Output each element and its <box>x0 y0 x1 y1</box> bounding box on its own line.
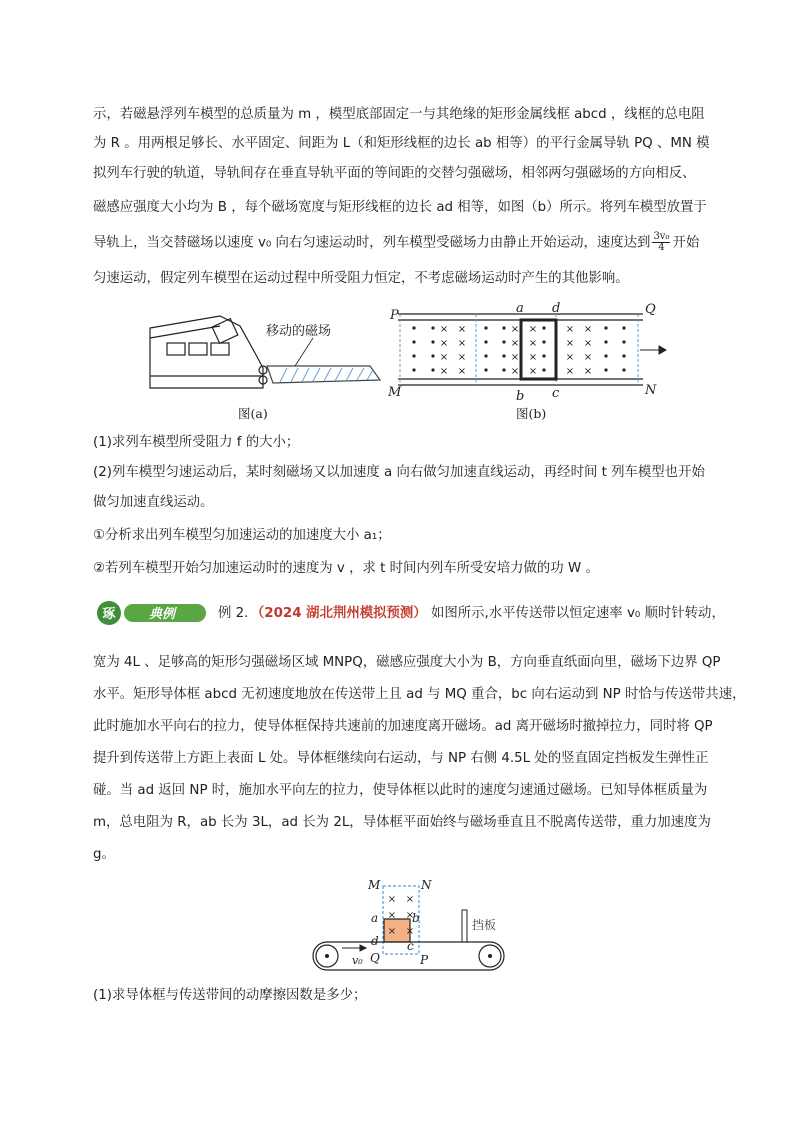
svg-text:×: × <box>528 366 538 377</box>
label-N: N <box>421 878 432 892</box>
example-title <box>218 605 725 623</box>
svg-text:×: × <box>439 338 449 349</box>
label-baffle: 挡板 <box>472 918 497 932</box>
svg-text:×: × <box>387 926 397 937</box>
label-c: c <box>552 386 560 401</box>
svg-text:×: × <box>387 894 397 905</box>
svg-text:×: × <box>565 366 575 377</box>
train-window <box>212 319 238 344</box>
label-d: d <box>552 301 561 316</box>
example-source: （2024 湖北荆州模拟预测） <box>257 606 427 621</box>
label-a: a <box>516 301 524 316</box>
svg-text:×: × <box>528 352 538 363</box>
svg-text:×: × <box>510 338 520 349</box>
velocity-arrow-icon <box>640 346 666 354</box>
field-symbols <box>412 324 625 377</box>
badge-left-text: 琢 <box>102 607 116 622</box>
text-line: m，总电阻为 R，ab 长为 3L，ad 长为 2L，导体框平面始终与磁场垂直且不脱离传送带，重力加速度为 <box>93 815 711 830</box>
question-line: (1)求列车模型所受阻力 f 的大小； <box>93 435 300 450</box>
svg-text:×: × <box>583 366 593 377</box>
label-P: P <box>390 308 399 323</box>
fraction-denominator: 4 <box>658 242 665 253</box>
svg-text:×: × <box>510 366 520 377</box>
text-line: 宽为 4L 、足够高的矩形匀强磁场区域 MNPQ，磁感应强度大小为 B，方向垂直纸面向里，磁场下边界 QP <box>93 655 721 670</box>
belt-arrow-icon <box>342 945 366 951</box>
text-line: 拟列车行驶的轨道，导轨间存在垂直导轨平面的等间距的交替匀强磁场，相邻两匀强磁场的方向相反、 <box>93 166 696 181</box>
svg-text:×: × <box>405 910 415 921</box>
figure-caption: 图(b) <box>516 406 547 421</box>
example-badge-graphic <box>96 600 208 626</box>
svg-text:×: × <box>387 910 397 921</box>
figure-caption: 图(a) <box>238 406 268 421</box>
label-d: d <box>371 934 379 948</box>
svg-text:×: × <box>583 338 593 349</box>
label-a: a <box>371 911 379 925</box>
coil-abcd <box>521 320 556 379</box>
example-title-text: 如图所示,水平传送带以恒定速率 v₀ 顺时针转动， <box>426 606 725 621</box>
question-line: (1)求导体框与传送带间的动摩擦因数是多少； <box>93 988 367 1003</box>
text-line: 匀速运动，假定列车模型在运动过程中所受阻力恒定，不考虑磁场运动时产生的其他影响。 <box>93 271 629 286</box>
svg-text:×: × <box>510 352 520 363</box>
field-in-crosses <box>440 324 592 377</box>
figure-label: 移动的磁场 <box>266 324 332 339</box>
text-span: 导轨上，当交替磁场以速度 v₀ 向右匀速运动时，列车模型受磁场力由静止开始运动，速度达到 <box>93 235 651 251</box>
train-window <box>167 343 185 355</box>
field-hatching <box>280 368 373 382</box>
svg-text:×: × <box>457 352 467 363</box>
svg-text:×: × <box>405 894 415 905</box>
label-P: P <box>420 953 429 967</box>
svg-text:×: × <box>528 338 538 349</box>
label-M: M <box>388 385 402 400</box>
svg-text:×: × <box>439 366 449 377</box>
svg-text:×: × <box>583 324 593 335</box>
svg-text:×: × <box>439 324 449 335</box>
conveyor-figure <box>310 872 510 977</box>
svg-text:×: × <box>565 352 575 363</box>
svg-text:×: × <box>565 324 575 335</box>
text-span: 开始 <box>672 235 700 251</box>
fraction <box>652 232 670 253</box>
label-b: b <box>516 389 525 404</box>
text-line: g。 <box>93 847 115 862</box>
svg-text:×: × <box>457 338 467 349</box>
text-line: 碰。当 ad 返回 NP 时，施加水平向左的拉力，使导体框以此时的速度匀速通过磁场。已知导体框质量为 <box>93 783 708 798</box>
rail-field-figure <box>388 300 678 410</box>
baffle <box>462 910 467 942</box>
label-v0: v₀ <box>352 954 363 967</box>
text-line: 示，若磁悬浮列车模型的总质量为 m ，模型底部固定一与其绝缘的矩形金属线框 abcd ，线框的总电阻 <box>93 107 705 122</box>
svg-text:×: × <box>405 926 415 937</box>
text-line: 水平。矩形导体框 abcd 无初速度地放在传送带上且 ad 与 MQ 重合，bc 向右运动到 NP 时恰与传送带共速， <box>93 687 746 702</box>
train-window <box>211 343 229 355</box>
label-M: M <box>368 878 381 892</box>
question-line: ②若列车模型开始匀加速运动时的速度为 v ，求 t 时间内列车所受安培力做的功 W 。 <box>93 561 599 576</box>
svg-text:×: × <box>439 352 449 363</box>
text-line: 为 R 。用两根足够长、水平固定、间距为 L（和矩形线框的边长 ab 相等）的平行金属导轨 PQ 、MN 模 <box>93 136 710 151</box>
svg-text:×: × <box>528 324 538 335</box>
text-line: 磁感应强度大小均为 B ，每个磁场宽度与矩形线框的边长 ad 相等，如图（b）所示。将列车模型放置于 <box>93 200 707 215</box>
svg-text:×: × <box>457 324 467 335</box>
train-figure <box>145 308 385 408</box>
label-c: c <box>407 939 414 953</box>
label-N: N <box>645 383 657 398</box>
question-line: 做匀加速直线运动。 <box>93 495 214 510</box>
example-number: 例 2． <box>218 606 258 621</box>
svg-text:×: × <box>510 324 520 335</box>
badge-right-text: 典例 <box>148 607 176 622</box>
svg-text:×: × <box>583 352 593 363</box>
label-b: b <box>412 911 420 925</box>
label-Q: Q <box>370 951 380 965</box>
text-line: 提升到传送带上方距上表面 L 处。导体框继续向右运动，与 NP 右侧 4.5L 处的竖直固定挡板发生弹性正 <box>93 751 709 766</box>
fraction-numerator: 3v₀ <box>653 231 670 242</box>
example-badge <box>96 600 208 630</box>
question-line: (2)列车模型匀速运动后，某时刻磁场又以加速度 a 向右做匀加速直线运动，再经时间 t 列车模型也开始 <box>93 465 705 480</box>
text-line <box>93 232 699 253</box>
question-line: ①分析求出列车模型匀加速运动的加速度大小 a₁； <box>93 528 391 543</box>
svg-text:×: × <box>565 338 575 349</box>
svg-text:×: × <box>457 366 467 377</box>
text-line: 此时施加水平向右的拉力，使导体框保持共速前的加速度离开磁场。ad 离开磁场时撤掉拉力，同时将 QP <box>93 719 713 734</box>
label-Q: Q <box>645 302 656 317</box>
train-window <box>189 343 207 355</box>
